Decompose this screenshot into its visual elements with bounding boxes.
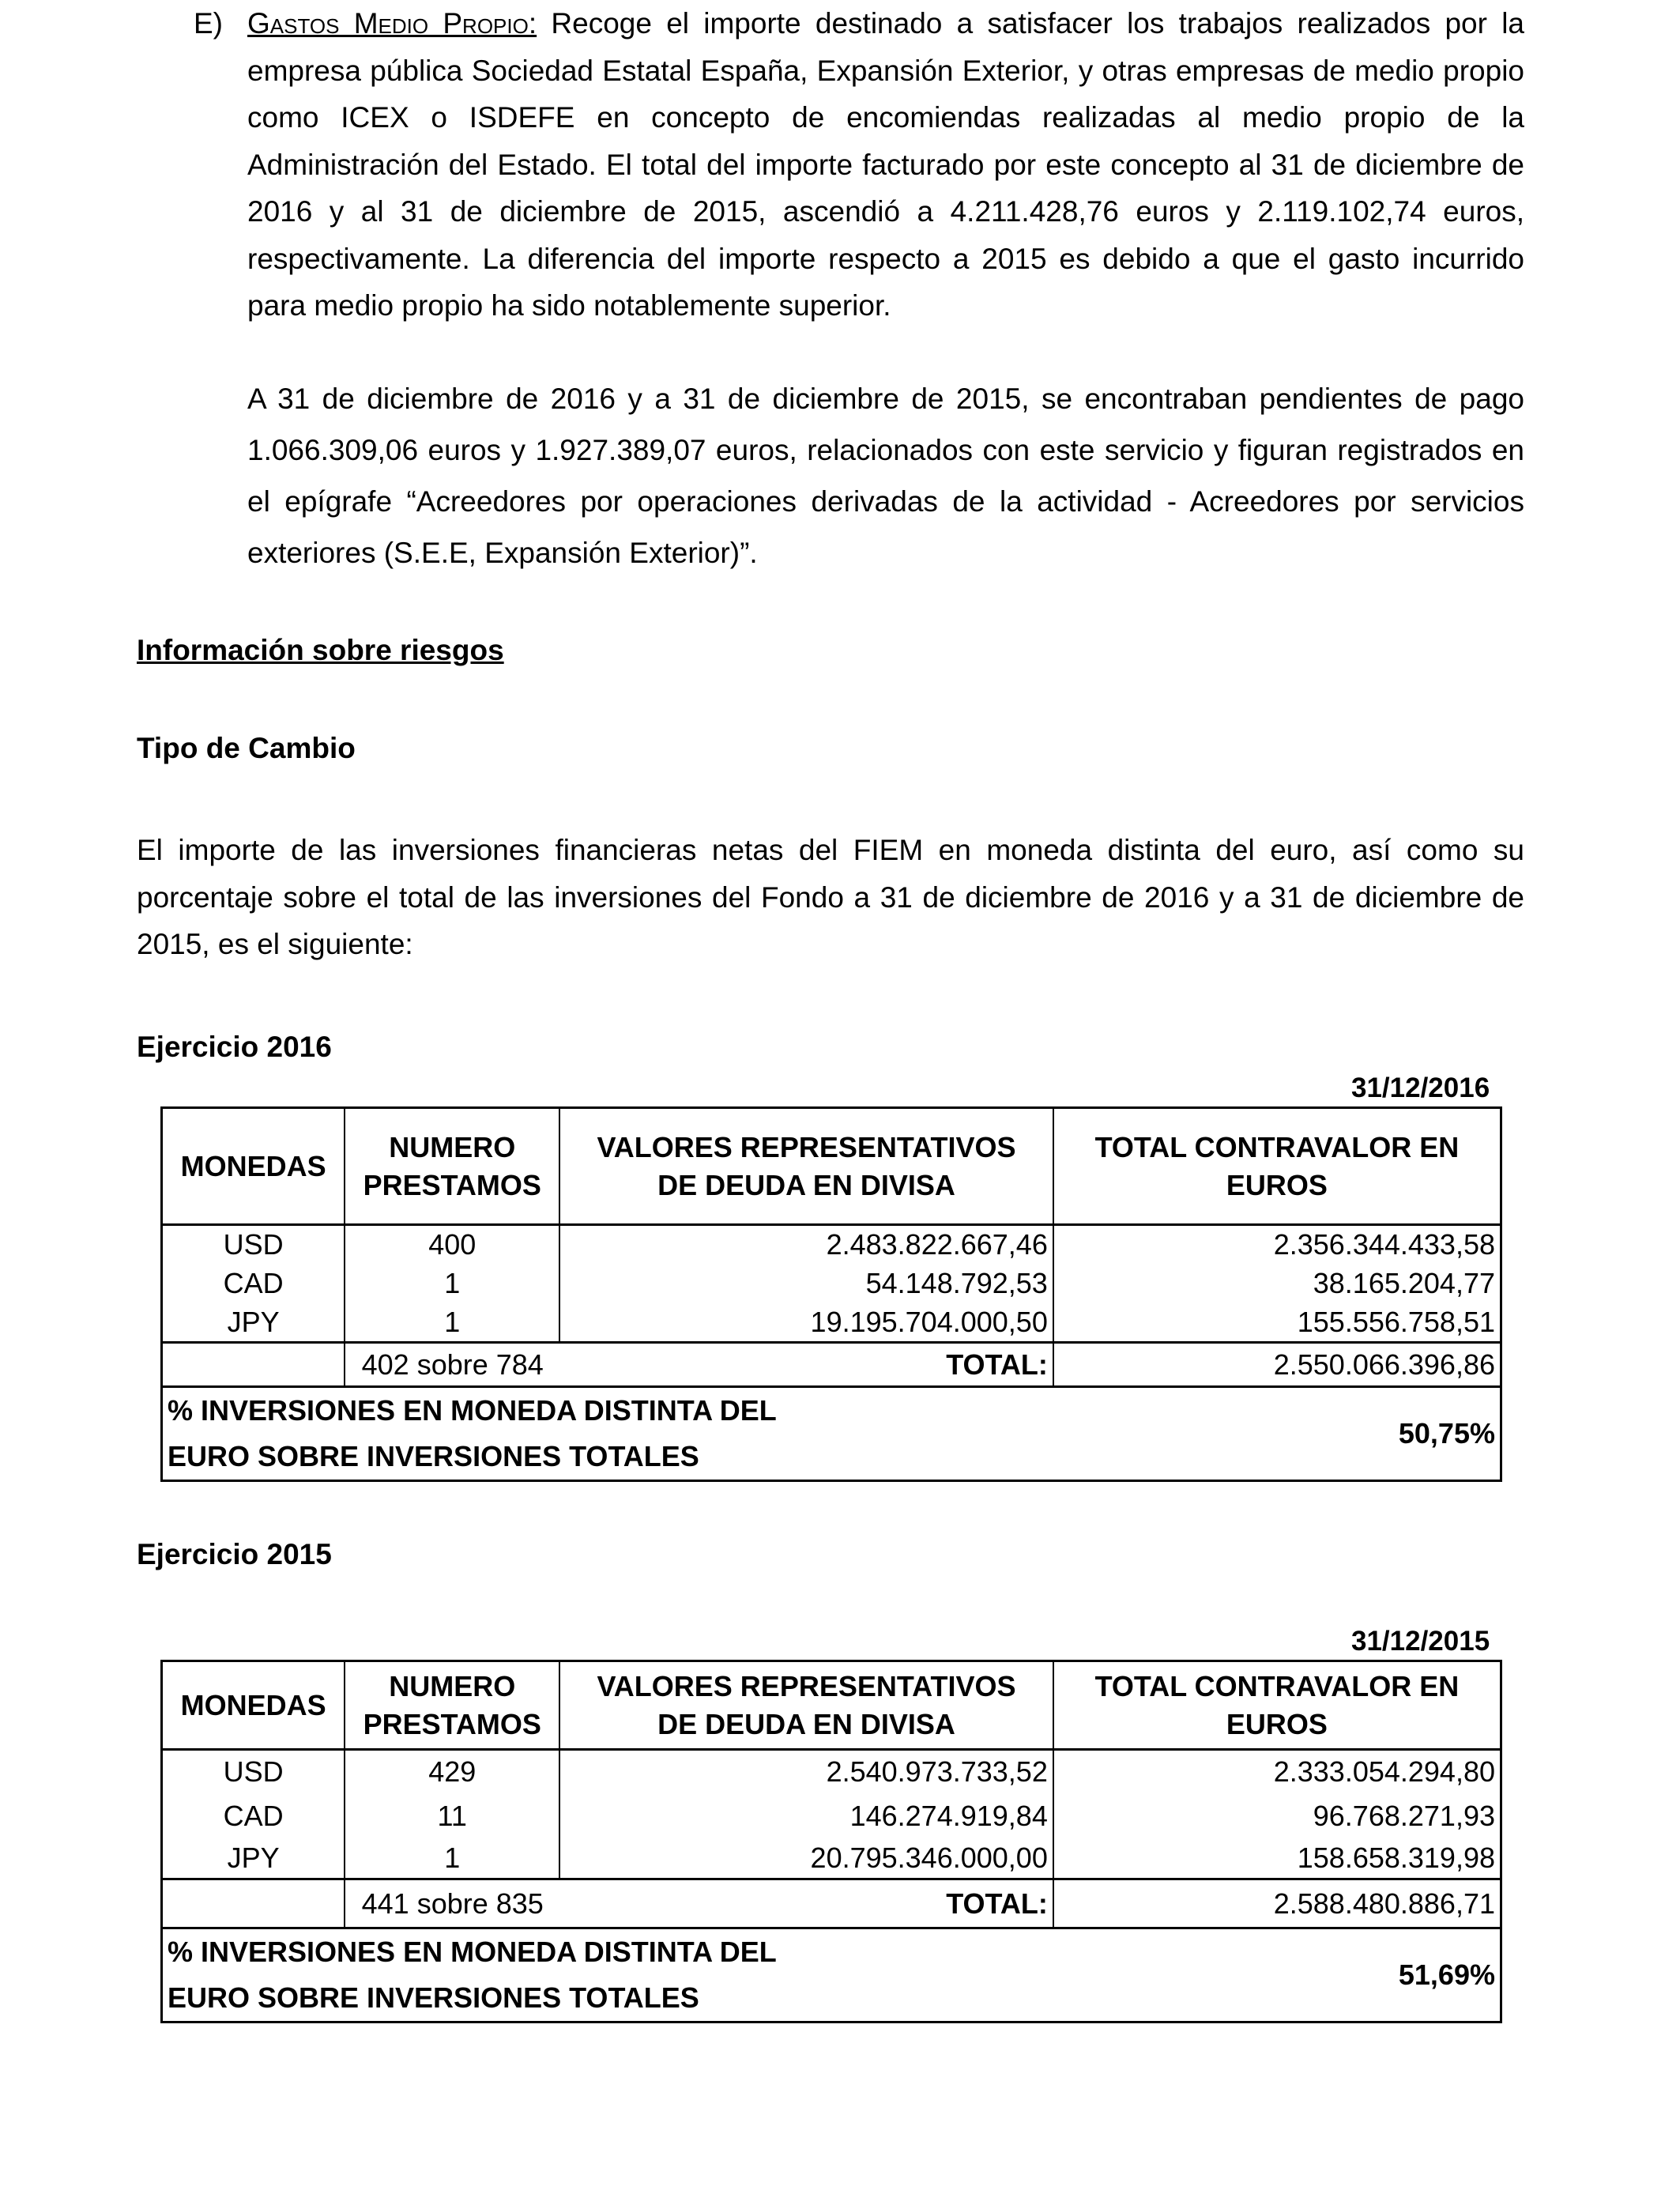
year-2016-heading: Ejercicio 2016 (137, 1031, 332, 1063)
percentage-label: % INVERSIONES EN MONEDA DISTINTA DEL EURO SOBRE INVERSIONES TOTALES (162, 1928, 1053, 2022)
table-row: JPY 1 20.795.346.000,00 158.658.319,98 (162, 1838, 1501, 1879)
table-row: USD 400 2.483.822.667,46 2.356.344.433,58 (162, 1225, 1501, 1265)
loans-total: 402 sobre 784 (345, 1343, 559, 1387)
section-e-title: Gastos Medio Propio: (247, 7, 537, 40)
percentage-label: % INVERSIONES EN MONEDA DISTINTA DEL EURO SOBRE INVERSIONES TOTALES (162, 1387, 1053, 1481)
table-row: CAD 11 146.274.919,84 96.768.271,93 (162, 1794, 1501, 1838)
table-row: CAD 1 54.148.792,53 38.165.204,77 (162, 1265, 1501, 1303)
header-valores: VALORES REPRESENTATIVOS DE DEUDA EN DIVISA (559, 1108, 1053, 1225)
section-e-paragraph-2: A 31 de diciembre de 2016 y a 31 de diciembre de 2015, se encontraban pendientes de pago 1.066.309,06 euros y 1.927.389,07 euros, relacionados con este servicio y figuran registrados en el epígrafe “Acreedores por operaciones derivadas de la actividad - Acreedores por servicios exteriores (S.E.E, Expansión Exterior)”. (247, 383, 1524, 569)
header-monedas: MONEDAS (162, 1661, 345, 1750)
intro-paragraph: El importe de las inversiones financieras netas del FIEM en moneda distinta del euro, así como su porcentaje sobre el total de las inversiones del Fondo a 31 de diciembre de 2016 y a 31 de diciembre de 2015, es el siguiente: (137, 834, 1524, 960)
header-monedas: MONEDAS (162, 1108, 345, 1225)
header-numero: NUMERO PRESTAMOS (345, 1108, 559, 1225)
date-label-2016: 31/12/2016 (1351, 1072, 1490, 1103)
loans-total: 441 sobre 835 (345, 1879, 559, 1928)
table-2015 (160, 1660, 1502, 2023)
date-label-2015: 31/12/2015 (1351, 1626, 1490, 1657)
table-row: JPY 1 19.195.704.000,50 155.556.758,51 (162, 1303, 1501, 1343)
header-total: TOTAL CONTRAVALOR EN EUROS (1053, 1661, 1501, 1750)
percentage-row (162, 1928, 1501, 2022)
total-value: 2.550.066.396,86 (1053, 1343, 1501, 1387)
risk-heading: Información sobre riesgos (137, 634, 504, 666)
year-2015-heading: Ejercicio 2015 (137, 1538, 332, 1570)
list-marker: E) (194, 7, 223, 40)
section-e-paragraph (247, 0, 1524, 330)
percentage-row (162, 1387, 1501, 1481)
header-valores: VALORES REPRESENTATIVOS DE DEUDA EN DIVISA (559, 1661, 1053, 1750)
total-row (162, 1879, 1501, 1928)
percentage-value: 51,69% (1053, 1928, 1501, 2022)
total-value: 2.588.480.886,71 (1053, 1879, 1501, 1928)
fx-heading: Tipo de Cambio (137, 732, 356, 764)
table-2016 (160, 1106, 1502, 1482)
header-total: TOTAL CONTRAVALOR EN EUROS (1053, 1108, 1501, 1225)
total-row (162, 1343, 1501, 1387)
percentage-value: 50,75% (1053, 1387, 1501, 1481)
section-e-body: Recoge el importe destinado a satisfacer los trabajos realizados por la empresa pública Sociedad Estatal España, Expansión Exterior, y otras empresas de medio propio como ICEX o ISDEFE en concepto de encomiendas realizadas al medio propio de la Administración del Estado. El total del importe facturado por este concepto al 31 de diciembre de 2016 y al 31 de diciembre de 2015, ascendió a 4.211.428,76 euros y 2.119.102,74 euros, respectivamente. La diferencia del importe respecto a 2015 es debido a que el gasto incurrido para medio propio ha sido notablemente superior. (247, 7, 1525, 322)
total-label: TOTAL: (559, 1343, 1053, 1387)
table-row: USD 429 2.540.973.733,52 2.333.054.294,80 (162, 1750, 1501, 1794)
header-numero: NUMERO PRESTAMOS (345, 1661, 559, 1750)
total-label: TOTAL: (559, 1879, 1053, 1928)
